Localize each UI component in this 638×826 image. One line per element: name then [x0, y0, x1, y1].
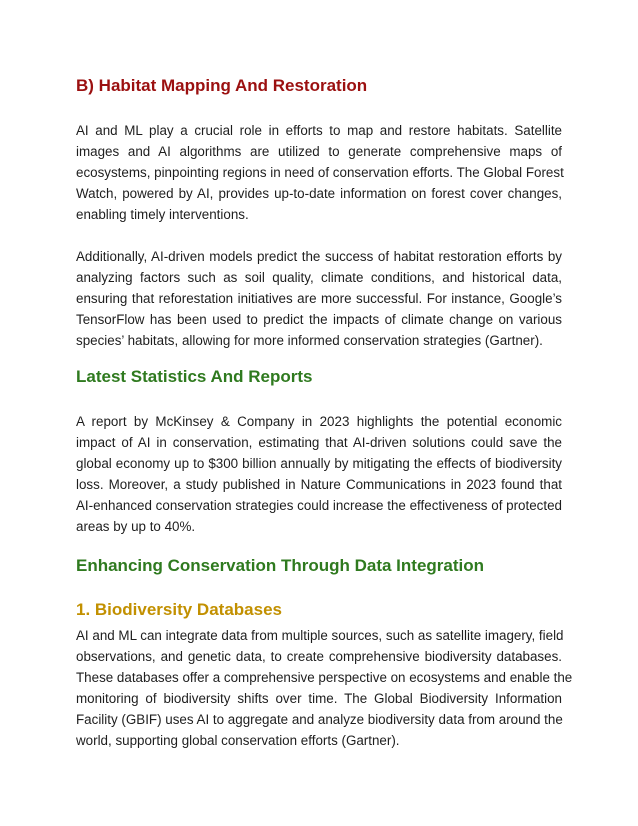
paragraph-line: Watch, powered by AI, provides up-to-date information on forest cover changes,	[76, 186, 562, 201]
paragraph-line: observations, and genetic data, to create comprehensive biodiversity databases.	[76, 649, 562, 664]
paragraph-line: enabling timely interventions.	[76, 207, 249, 222]
paragraph-line: AI and ML can integrate data from multiple sources, such as satellite imagery, field	[76, 628, 564, 643]
paragraph-line: TensorFlow has been used to predict the impacts of climate change on various	[76, 312, 562, 327]
paragraph-line: species’ habitats, allowing for more informed conservation strategies (Gartner).	[76, 333, 543, 348]
paragraph-line: ecosystems, pinpointing regions in need of conservation efforts. The Global Forest	[76, 165, 564, 180]
paragraph-line: global economy up to $300 billion annually by mitigating the effects of biodiversity	[76, 456, 562, 471]
paragraph-line: analyzing factors such as soil quality, climate conditions, and historical data,	[76, 270, 562, 285]
paragraph-line: loss. Moreover, a study published in Nature Communications in 2023 found that	[76, 477, 562, 492]
paragraph-line: AI and ML play a crucial role in efforts to map and restore habitats. Satellite	[76, 123, 562, 138]
paragraph-line: A report by McKinsey & Company in 2023 highlights the potential economic	[76, 414, 562, 429]
paragraph-line: world, supporting global conservation efforts (Gartner).	[76, 733, 400, 748]
paragraph-line: monitoring of biodiversity shifts over time. The Global Biodiversity Information	[76, 691, 562, 706]
paragraph-statistics	[76, 411, 562, 537]
paragraph-habitat-restoration	[76, 246, 562, 351]
paragraph-line: Additionally, AI-driven models predict the success of habitat restoration efforts by	[76, 249, 562, 264]
paragraph-line: Facility (GBIF) uses AI to aggregate and analyze biodiversity data from around the	[76, 712, 563, 727]
paragraph-line: ensuring that reforestation initiatives are more successful. For instance, Google’s	[76, 291, 562, 306]
heading-data-integration: Enhancing Conservation Through Data Integration	[76, 556, 485, 575]
paragraph-line: impact of AI in conservation, estimating that AI-driven solutions could save the	[76, 435, 562, 450]
heading-latest-statistics: Latest Statistics And Reports	[76, 367, 313, 386]
paragraph-line: images and AI algorithms are utilized to generate comprehensive maps of	[76, 144, 562, 159]
heading-habitat-mapping: B) Habitat Mapping And Restoration	[76, 76, 368, 95]
paragraph-biodiversity-databases	[76, 625, 573, 751]
paragraph-line: areas by up to 40%.	[76, 519, 196, 534]
paragraph-line: AI-enhanced conservation strategies could increase the effectiveness of protected	[76, 498, 562, 513]
heading-biodiversity-databases: 1. Biodiversity Databases	[76, 600, 282, 619]
paragraph-line: These databases offer a comprehensive perspective on ecosystems and enable the	[76, 670, 573, 685]
paragraph-habitat-intro	[76, 120, 562, 225]
